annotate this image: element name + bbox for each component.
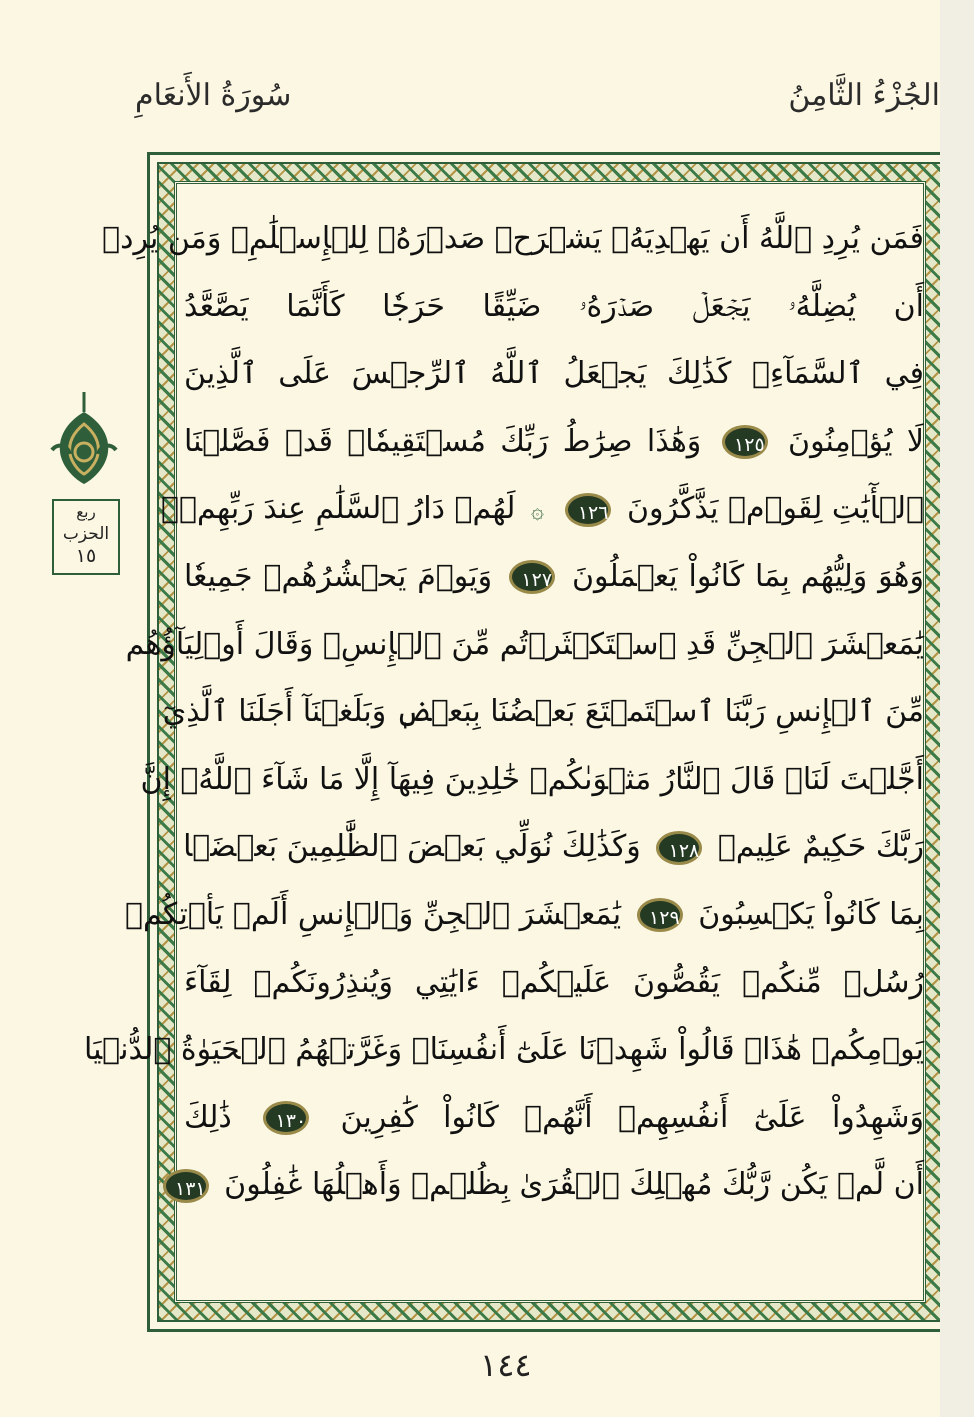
text-line [184, 1084, 924, 1152]
ayah-number-marker: ١٢٥ [722, 425, 768, 459]
verse-text: بِمَا كَانُواْ يَكۡسِبُونَ [698, 896, 924, 932]
verse-text: أَجَّلۡتَ لَنَاۚ قَالَ ٱلنَّارُ مَثۡوَىٰكُمۡ خَٰلِدِينَ فِيهَآ إِلَّا مَا شَآءَ ٱللَّهُۗ إِنَّ [140, 761, 924, 797]
verse-text: ٱلۡأٓيَٰتِ لِقَوۡمٖ يَذَّكَّرُونَ [626, 491, 924, 527]
text-line [140, 746, 924, 814]
text-line [125, 611, 924, 679]
text-line [124, 881, 924, 949]
verse-text: رُسُلٞ مِّنكُمۡ يَقُصُّونَ عَلَيۡكُمۡ ءَايَٰتِي وَيُنذِرُونَكُمۡ لِقَآءَ [184, 964, 924, 1000]
scan-edge [940, 0, 974, 1417]
verse-text: وَهُوَ وَلِيُّهُم بِمَا كَانُواْ يَعۡمَلُونَ [571, 558, 924, 594]
verse-text: وَشَهِدُواْ عَلَىٰٓ أَنفُسِهِمۡ أَنَّهُمۡ كَانُواْ كَٰفِرِينَ [340, 1099, 924, 1135]
ayah-number-marker: ١٣٠ [263, 1101, 309, 1135]
text-line [184, 813, 924, 881]
hizb-quarter-label: ربع [76, 503, 96, 521]
text-line [184, 543, 924, 611]
page-number: ١٤٤ [480, 1346, 532, 1384]
text-line [83, 1016, 924, 1084]
juz-header: الجُزْءُ الثَّامِنُ [788, 78, 940, 113]
verse-text: لَا يُؤۡمِنُونَ [788, 423, 925, 459]
verse-text: لَهُمۡ دَارُ ٱلسَّلَٰمِ عِندَ رَبِّهِمۡۖ [161, 491, 516, 527]
hizb-marker [52, 499, 120, 575]
verse-text: وَهَٰذَا صِرَٰطُ رَبِّكَ مُسۡتَقِيمٗاۗ قَدۡ فَصَّلۡنَا [184, 423, 702, 459]
verse-text: ذَٰلِكَ [184, 1099, 232, 1135]
verse-text: رَبَّكَ حَكِيمٌ عَلِيمٞ [717, 829, 924, 865]
text-line [184, 408, 924, 476]
hizb-ornament-icon [46, 390, 122, 490]
text-line [184, 340, 924, 408]
verse-text: مِّنَ ٱلۡإِنسِ رَبَّنَا ٱسۡتَمۡتَعَ بَعۡضُنَا بِبَعۡضٖ وَبَلَغۡنَآ أَجَلَنَا ٱلَّذِيٓ [162, 694, 924, 730]
ayah-number-marker: ١٢٩ [637, 898, 683, 932]
text-line [102, 205, 924, 273]
verse-text: يَوۡمِكُمۡ هَٰذَاۚ قَالُواْ شَهِدۡنَا عَلَىٰٓ أَنفُسِنَاۖ وَغَرَّتۡهُمُ ٱلۡحَيَوٰةُ ٱلدُّنۡيَا [83, 1032, 924, 1068]
verse-text: وَيَوۡمَ يَحۡشُرُهُمۡ جَمِيعٗا [184, 558, 493, 594]
text-line [161, 475, 924, 543]
hizb-label: الحزب [62, 524, 110, 544]
verse-text: أَن يُضِلَّهُۥ يَجۡعَلۡ صَدۡرَهُۥ ضَيِّقًا حَرَجٗا كَأَنَّمَا يَصَّعَّدُ [184, 288, 924, 324]
surah-header: سُورَةُ الأَنعَامِ [135, 78, 292, 113]
ayah-number-marker: ١٢٧ [509, 560, 555, 594]
ayah-number-marker: ١٢٨ [656, 831, 702, 865]
text-line [184, 949, 924, 1017]
rub-el-hizb-icon: ۞ [531, 499, 544, 525]
ayah-number-marker: ١٢٦ [565, 493, 611, 527]
verse-text: وَكَذَٰلِكَ نُوَلِّي بَعۡضَ ٱلظَّٰلِمِينَ بَعۡضَۢا [183, 829, 641, 865]
verse-text: يَٰمَعۡشَرَ ٱلۡجِنِّ قَدِ ٱسۡتَكۡثَرۡتُم مِّنَ ٱلۡإِنسِۖ وَقَالَ أَوۡلِيَآؤُهُم [125, 626, 924, 662]
ayah-number-marker: ١٣١ [163, 1169, 209, 1203]
verse-text: أَن لَّمۡ يَكُن رَّبُّكَ مُهۡلِكَ ٱلۡقُرَىٰ بِظُلۡمٖ وَأَهۡلُهَا غَٰفِلُونَ [224, 1167, 924, 1203]
text-line [174, 1151, 924, 1219]
text-line [184, 273, 924, 341]
hizb-number: ١٥ [75, 545, 97, 567]
verse-text: يَٰمَعۡشَرَ ٱلۡجِنِّ وَٱلۡإِنسِ أَلَمۡ يَأۡتِكُمۡ [124, 896, 622, 932]
verse-text: فَمَن يُرِدِ ٱللَّهُ أَن يَهۡدِيَهُۥ يَشۡرَحۡ صَدۡرَهُۥ لِلۡإِسۡلَٰمِۖ وَمَن يُرِدۡ [102, 221, 924, 256]
verse-text: فِي ٱلسَّمَآءِۚ كَذَٰلِكَ يَجۡعَلُ ٱللَّهُ ٱلرِّجۡسَ عَلَى ٱلَّذِينَ [184, 356, 924, 392]
text-line [162, 678, 924, 746]
